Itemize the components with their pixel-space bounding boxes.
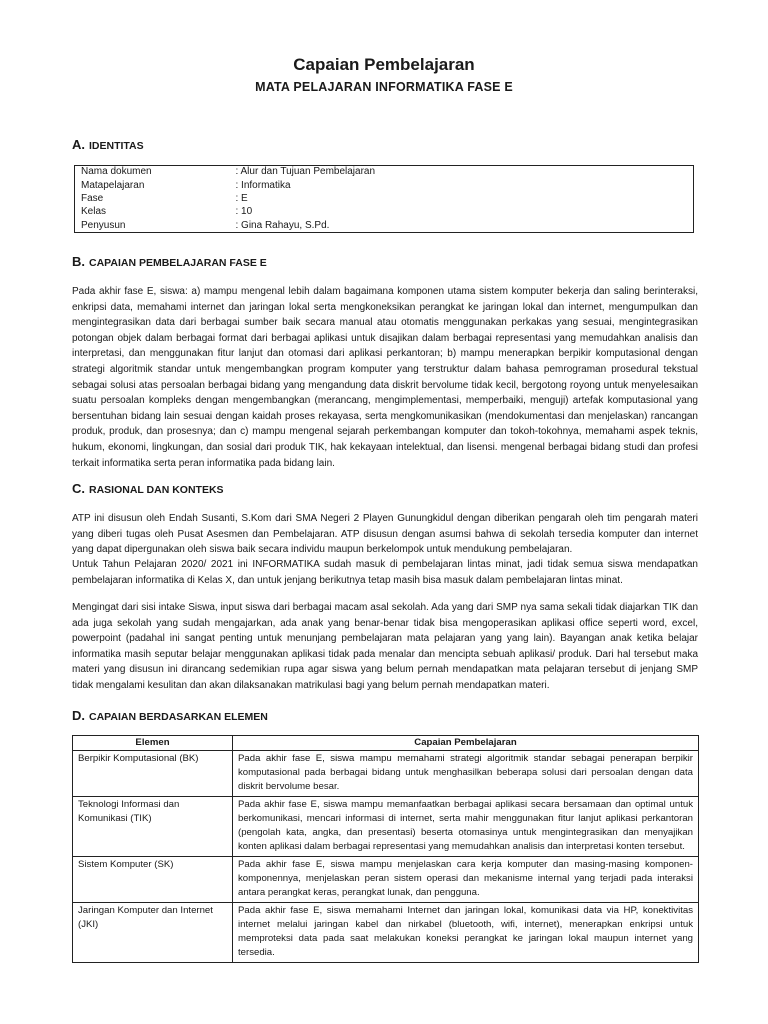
section-a-title: IDENTITAS (89, 140, 144, 152)
elemen-table (72, 735, 699, 963)
section-a-letter: A. (72, 137, 85, 152)
document-title: Capaian Pembelajaran (293, 55, 475, 74)
section-c-paragraph-2: Untuk Tahun Pelajaran 2020/ 2021 ini INFORMATIKA sudah masuk di pembelajaran lintas minat, jadi tidak semua siswa mendapatkan pembelajaran informatika di Kelas X, dan untuk jenjang berikutnya tetap masih bisa masuk dalam pembelajaran lintas minat. (72, 559, 698, 586)
identitas-key: Nama dokumen (81, 166, 152, 178)
table-row (73, 751, 699, 797)
section-d-letter: D. (72, 708, 85, 723)
elemen-cell: Teknologi Informasi dan Komunikasi (TIK) (73, 797, 233, 857)
table-row (75, 166, 694, 179)
identitas-table (74, 165, 694, 233)
section-c-heading (72, 481, 224, 496)
elemen-cell: Sistem Komputer (SK) (73, 857, 233, 903)
table-row (75, 192, 694, 205)
table-row (73, 797, 699, 857)
capaian-cell: Pada akhir fase E, siswa memahami Internet dan jaringan lokal, komunikasi data via HP, konektivitas internet melalui jaringan kabel dan nirkabel (bluetooth, wifi, internet), menerapkan enkripsi untuk memproteksi data pada saat melakukan koneksi perangkat ke jaringan lokal maupun internet yang tersedia. (233, 903, 699, 963)
section-c-paragraph-3: Mengingat dari sisi intake Siswa, input siswa dari berbagai macam asal sekolah. Ada yang dari SMP nya sama sekali tidak diajarkan TIK dan ada juga sekolah yang sudah mengajarkan, ada anak yang benar-benar tidak bisa mengoperasikan aplikasi office seperti word, excel, powerpoint (padahal ini sangat penting untuk menunjang pembelajaran mata pelajaran yang yang lain). Bayangan anak ketika belajar informatika masih seputar belajar menggunakan aplikasi tidak pada menalar dan mencipta sebuah aplikasi/ produk. Dari hal tersebut maka materi yang disusun ini dirancang sedemikian rupa agar siswa yang belum pernah mendapatkan mata pelajaran tersebut di jenjang SMP tidak mengalami kesulitan dan akan dilaksanakan matrikulasi bagi yang belum pernah mendapatkan materi. (72, 602, 698, 691)
section-c-paragraph-1: ATP ini disusun oleh Endah Susanti, S.Kom dari SMA Negeri 2 Playen Gunungkidul dengan diberikan pengarah oleh tim pengarah materi yang diberi tugas oleh Pusat Asesmen dan Pembelajaran. ATP disusun dengan asumsi bahwa di sekolah tersedia komputer dan internet yang dapat dipergunakan oleh siswa baik secara individu maupun berkelompok untuk mendukung pembelajaran. (72, 513, 698, 556)
identitas-key: Kelas (81, 206, 107, 218)
table-row (75, 219, 694, 232)
identitas-value: : E (235, 192, 248, 204)
identitas-value: : Alur dan Tujuan Pembelajaran (235, 166, 376, 178)
section-d-heading (72, 708, 268, 723)
column-header-elemen: Elemen (73, 736, 233, 751)
section-c-title: RASIONAL DAN KONTEKS (89, 484, 224, 496)
capaian-cell: Pada akhir fase E, siswa mampu menjelaskan cara kerja komputer dan masing-masing komponen-komponennya, menjelaskan peran sistem operasi dan mekanisme internal yang terjadi pada interaksi antara perangkat keras, perangkat lunak, dan pengguna. (233, 857, 699, 903)
table-row (75, 179, 694, 192)
capaian-cell: Pada akhir fase E, siswa mampu memanfaatkan berbagai aplikasi secara bersamaan dan optimal untuk berkomunikasi, mencari informasi di internet, serta mahir menggunakan fitur lanjut aplikasi perkantoran (pengolah kata, angka, dan presentasi) beserta otomasinya untuk mengintegrasikan dan menyajikan konten aplikasi dalam berbagai representasi yang memudahkan analisis dan interpretasi konten tersebut. (233, 797, 699, 857)
table-header-row (73, 736, 699, 751)
column-header-capaian: Capaian Pembelajaran (233, 736, 699, 751)
section-a-heading (72, 137, 144, 152)
table-row (75, 206, 694, 219)
table-row (73, 857, 699, 903)
section-b-title: CAPAIAN PEMBELAJARAN FASE E (89, 257, 267, 269)
identitas-value: : Informatika (235, 179, 291, 191)
identitas-key: Matapelajaran (81, 179, 145, 191)
identitas-key: Fase (81, 192, 104, 204)
elemen-cell: Jaringan Komputer dan Internet (JKI) (73, 903, 233, 963)
section-d-title: CAPAIAN BERDASARKAN ELEMEN (89, 711, 268, 723)
identitas-value: : 10 (235, 206, 253, 218)
section-b-paragraph: Pada akhir fase E, siswa: a) mampu mengenal lebih dalam bagaimana komponen utama sistem komputer bekerja dan saling berinteraksi, enkripsi data, memahami internet dan jaringan lokal serta mengkoneksikan perangkat ke jaringan lokal dan internet, mengumpulkan dan mengintegrasikan data dari berbagai sumber baik secara manual atau otomatis menggunakan perkakas yang sesuai, mengintegrasikan potongan objek dalam berbagai format dari berbagai aplikasi untuk disajikan dalam berbagai representasi yang memudahkan analisis dan interpretasi, dan menggunakan fitur lanjut dan otomasi dari aplikasi perkantoran; b) mampu menerapkan berpikir komputasional dengan strategi algoritmik standar untuk mengembangkan program komputer yang terstruktur dalam bahasa pemrograman prosedural tekstual sebagai solusi atas persoalan berbagai bidang yang mengandung data diskrit bervolume tidak kecil, bergotong royong untuk menyelesaikan suatu persoalan kompleks dengan mengembangkan (merancang, mengimplementasi, memperbaiki, menguji) artefak komputasional yang bersentuhan bidang lain sesuai dengan kaidah proses rekayasa, serta mengkomunikasikan (mendokumentasi dan menjelaskan) rancangan produk, produk, dan prosesnya; dan c) mampu mengenal sejarah perkembangan komputer dan tokoh-tokohnya, memahami aspek teknis, hukum, ekonomi, lingkungan, dan sosial dari produk TIK, hak kekayaan intelektual, dan lisensi. mengenal berbagai bidang studi dan profesi terkait informatika serta peran informatika pada bidang lain. (72, 286, 698, 469)
identitas-value: : Gina Rahayu, S.Pd. (235, 219, 330, 231)
identitas-key: Penyusun (81, 219, 126, 231)
elemen-cell: Berpikir Komputasional (BK) (73, 751, 233, 797)
section-b-letter: B. (72, 254, 85, 269)
document-subtitle: MATA PELAJARAN INFORMATIKA FASE E (255, 80, 513, 94)
section-c-letter: C. (72, 481, 85, 496)
table-row (73, 903, 699, 963)
capaian-cell: Pada akhir fase E, siswa mampu memahami strategi algoritmik standar sebagai penerapan berpikir komputasional pada berbagai bidang untuk menghasilkan beberapa solusi dari persoalan dengan data diskrit bervolume besar. (233, 751, 699, 797)
section-b-heading (72, 254, 267, 269)
